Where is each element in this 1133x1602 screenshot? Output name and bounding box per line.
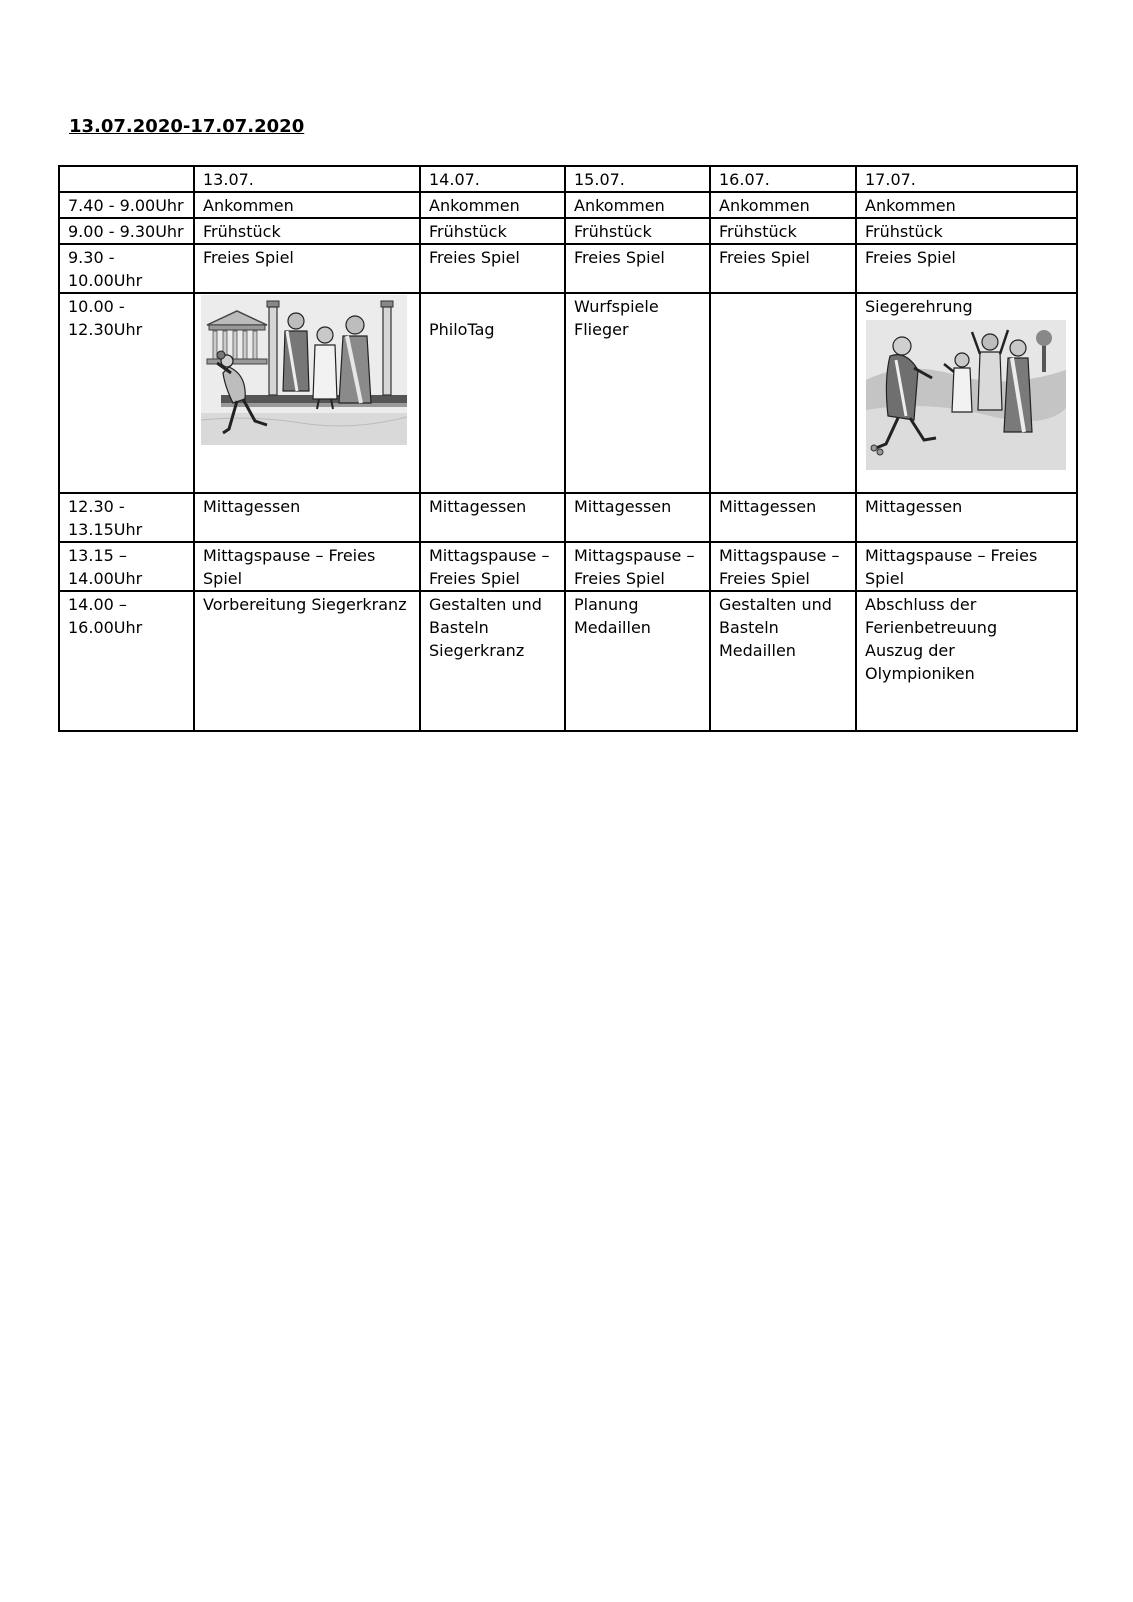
table-cell: Frühstück bbox=[565, 218, 710, 244]
table-cell: Ankommen bbox=[710, 192, 856, 218]
header-cell-day-4: 16.07. bbox=[710, 166, 856, 192]
table-cell: Mittagessen bbox=[710, 493, 856, 542]
time-cell: 7.40 - 9.00Uhr bbox=[59, 192, 194, 218]
table-row bbox=[59, 591, 1077, 731]
header-cell-day-3: 15.07. bbox=[565, 166, 710, 192]
table-cell: Ankommen bbox=[194, 192, 420, 218]
table-cell: Mittagspause – Freies Spiel bbox=[420, 542, 565, 591]
table-header-row bbox=[59, 166, 1077, 192]
table-cell: Mittagspause – Freies Spiel bbox=[856, 542, 1077, 591]
table-cell: Mittagessen bbox=[420, 493, 565, 542]
time-cell: 10.00 - 12.30Uhr bbox=[59, 293, 194, 493]
schedule-table bbox=[58, 165, 1078, 732]
table-cell-text: Siegerehrung bbox=[865, 297, 973, 316]
table-cell: Abschluss der Ferienbetreuung Auszug der Olympioniken bbox=[856, 591, 1077, 731]
table-cell: Mittagessen bbox=[194, 493, 420, 542]
table-cell: Gestalten und Basteln Siegerkranz bbox=[420, 591, 565, 731]
table-cell-with-illustration bbox=[856, 293, 1077, 493]
table-cell: Frühstück bbox=[194, 218, 420, 244]
table-row bbox=[59, 192, 1077, 218]
table-cell: Frühstück bbox=[856, 218, 1077, 244]
table-cell: Mittagspause – Freies Spiel bbox=[194, 542, 420, 591]
table-cell: Freies Spiel bbox=[194, 244, 420, 293]
table-row bbox=[59, 293, 1077, 493]
table-cell: Freies Spiel bbox=[710, 244, 856, 293]
header-cell-day-5: 17.07. bbox=[856, 166, 1077, 192]
time-cell: 13.15 – 14.00Uhr bbox=[59, 542, 194, 591]
table-row bbox=[59, 542, 1077, 591]
table-cell: Frühstück bbox=[420, 218, 565, 244]
award-ceremony-illustration bbox=[866, 320, 1066, 470]
table-cell: Freies Spiel bbox=[420, 244, 565, 293]
table-cell: Ankommen bbox=[420, 192, 565, 218]
table-row bbox=[59, 493, 1077, 542]
time-cell: 14.00 – 16.00Uhr bbox=[59, 591, 194, 731]
table-cell: Freies Spiel bbox=[565, 244, 710, 293]
table-cell: Mittagspause – Freies Spiel bbox=[710, 542, 856, 591]
discus-thrower-illustration bbox=[201, 295, 407, 445]
table-cell: Ankommen bbox=[856, 192, 1077, 218]
table-cell: PhiloTag bbox=[420, 293, 565, 493]
table-row bbox=[59, 218, 1077, 244]
header-cell-empty bbox=[59, 166, 194, 192]
table-cell: Wurfspiele Flieger bbox=[565, 293, 710, 493]
header-cell-day-1: 13.07. bbox=[194, 166, 420, 192]
table-cell: Vorbereitung Siegerkranz bbox=[194, 591, 420, 731]
page-title: 13.07.2020-17.07.2020 bbox=[69, 116, 305, 137]
table-cell: Mittagspause – Freies Spiel bbox=[565, 542, 710, 591]
time-cell: 9.30 - 10.00Uhr bbox=[59, 244, 194, 293]
time-cell: 12.30 - 13.15Uhr bbox=[59, 493, 194, 542]
table-cell-with-illustration bbox=[194, 293, 420, 493]
table-cell: Mittagessen bbox=[565, 493, 710, 542]
table-cell: Planung Medaillen bbox=[565, 591, 710, 731]
table-cell: Ankommen bbox=[565, 192, 710, 218]
table-cell: Mittagessen bbox=[856, 493, 1077, 542]
header-cell-day-2: 14.07. bbox=[420, 166, 565, 192]
time-cell: 9.00 - 9.30Uhr bbox=[59, 218, 194, 244]
table-row bbox=[59, 244, 1077, 293]
table-cell: Gestalten und Basteln Medaillen bbox=[710, 591, 856, 731]
table-cell: Frühstück bbox=[710, 218, 856, 244]
table-cell: Freies Spiel bbox=[856, 244, 1077, 293]
table-cell bbox=[710, 293, 856, 493]
